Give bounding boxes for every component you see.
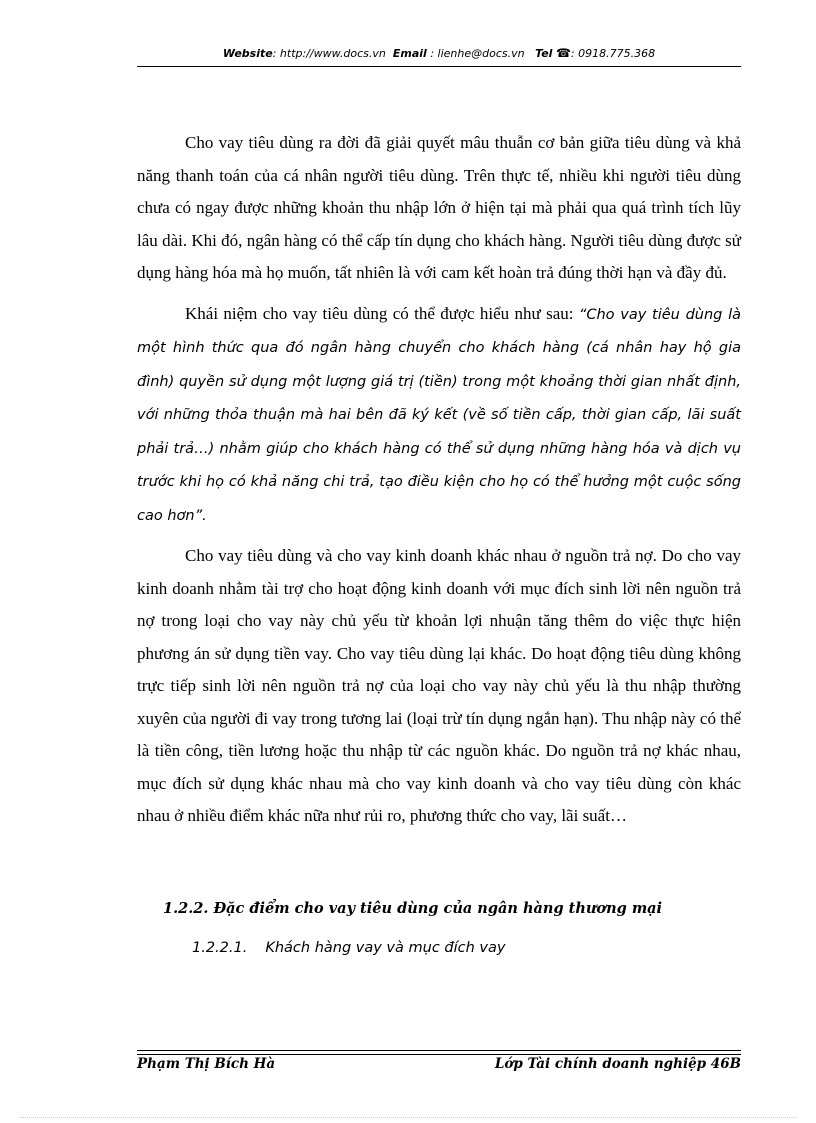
- paragraph-1: Cho vay tiêu dùng ra đời đã giải quyết mâu thuẫn cơ bản giữa tiêu dùng và khả năng thanh toán của cá nhân người tiêu dùng. Trên thực tế, nhiều khi người tiêu dùng chưa có ngay được những khoản thu nhập lớn ở hiện tại mà phải qua quá trình tích lũy lâu dài. Khi đó, ngân hàng có thể cấp tín dụng cho khách hàng. Người tiêu dùng được sử dụng hàng hóa mà họ muốn, tất nhiên là với cam kết hoàn trả đúng thời hạn và đầy đủ.: [137, 133, 741, 282]
- paragraph-3: Cho vay tiêu dùng và cho vay kinh doanh khác nhau ở nguồn trả nợ. Do cho vay kinh doanh nhằm tài trợ cho hoạt động kinh doanh với mục đích sinh lời nên nguồn trả nợ trong loại cho vay này chủ yếu từ khoản lợi nhuận tăng thêm do việc thực hiện phương án sử dụng tiền vay. Cho vay tiêu dùng lại khác. Do hoạt động tiêu dùng không trực tiếp sinh lời nên nguồn trả nợ của loại cho vay này chủ yếu là thu nhập thường xuyên của người đi vay trong tương lai (loại trừ tín dụng ngắn hạn). Thu nhập này có thể là tiền công, tiền lương hoặc thu nhập từ các nguồn khác. Do nguồn trả nợ khác nhau, mục đích sử dụng khác nhau mà cho vay kinh doanh và cho vay tiêu dùng còn khác nhau ở nhiều điểm khác nữa như rủi ro, phương thức cho vay, lãi suất…: [137, 546, 741, 825]
- body-text: [137, 127, 741, 841]
- email-label: Email: [392, 47, 427, 60]
- definition-quote: “Cho vay tiêu dùng là một hình thức qua đó ngân hàng chuyển cho khách hàng (cá nhân hay hộ gia đình) quyền sử dụng một lượng giá trị (tiền) trong một khoảng thời gian nhất định, với những thỏa thuận mà hai bên đã ký kết (về số tiền cấp, thời gian cấp, lãi suất phải trả…) nhằm giúp cho khách hàng có thể sử dụng những hàng hóa và dịch vụ trước khi họ có khả năng chi trả, tạo điều kiện cho họ có thể hưởng một cuộc sống cao hơn”.: [137, 306, 741, 524]
- section-heading: 1.2.2. Đặc điểm cho vay tiêu dùng của ngân hàng thương mại: [163, 900, 663, 917]
- website-label: Website: [222, 47, 273, 60]
- subsection-title: Khách hàng vay và mục đích vay: [265, 940, 506, 956]
- email-value: : lienhe@docs.vn: [430, 47, 525, 60]
- footer-class: Lớp Tài chính doanh nghiệp 46B: [494, 1056, 741, 1072]
- subsection-number: 1.2.2.1.: [192, 940, 248, 956]
- page-header: [137, 46, 741, 60]
- tel-value: : 0918.775.368: [570, 47, 656, 60]
- paragraph-2-intro: Khái niệm cho vay tiêu dùng có thể được hiểu như sau:: [185, 303, 579, 323]
- footer-rule: [137, 1050, 741, 1055]
- website-value: : http://www.docs.vn: [272, 47, 386, 60]
- paragraph-2: [137, 298, 741, 533]
- subsection-heading: [192, 940, 505, 956]
- page-edge-divider: [20, 1117, 796, 1118]
- footer-author: Phạm Thị Bích Hà: [137, 1056, 276, 1072]
- phone-icon: ☎: [555, 46, 571, 60]
- tel-label: Tel: [535, 47, 553, 60]
- header-rule: [137, 66, 741, 67]
